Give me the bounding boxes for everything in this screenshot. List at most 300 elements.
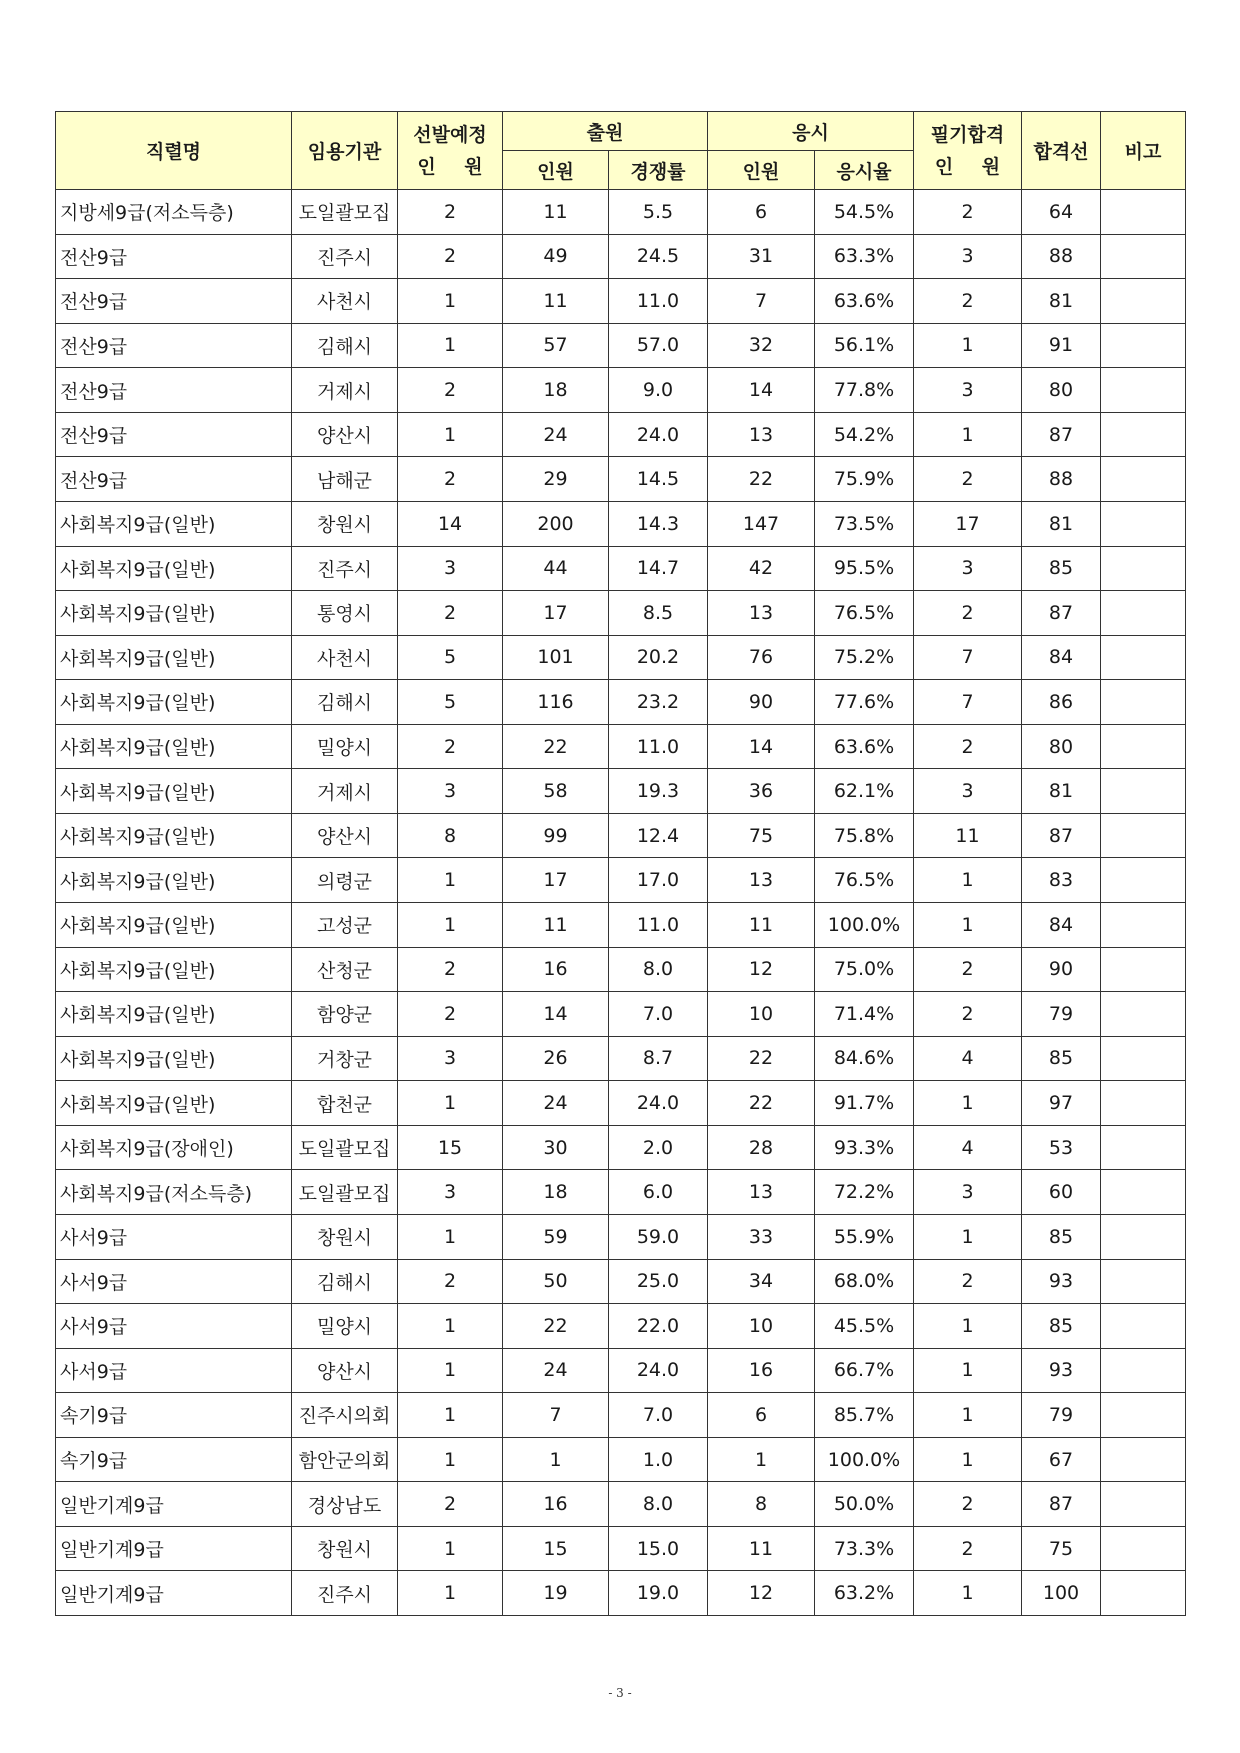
cell-note [1101,947,1186,992]
cell-competition-rate: 12.4 [609,813,708,858]
cell-competition-rate: 11.0 [609,279,708,324]
header-taken-count: 인원 [708,151,815,190]
cell-planned: 5 [398,635,503,680]
cell-agency: 의령군 [292,858,398,903]
cell-agency: 창원시 [292,1526,398,1571]
cell-planned: 1 [398,1348,503,1393]
header-agency: 임용기관 [292,112,398,190]
cell-taken-rate: 63.3% [815,234,914,279]
cell-note [1101,1348,1186,1393]
cell-taken-count: 90 [708,680,815,725]
table-row [56,813,1186,858]
table-row [56,1304,1186,1349]
cell-position: 사회복지9급(일반) [56,501,292,546]
cell-competition-rate: 7.0 [609,1393,708,1438]
cell-cutoff: 60 [1022,1170,1101,1215]
cell-agency: 산청군 [292,947,398,992]
cell-agency: 밀양시 [292,724,398,769]
table-row [56,724,1186,769]
cell-planned: 1 [398,1437,503,1482]
table-row [56,1393,1186,1438]
cell-taken-rate: 63.6% [815,724,914,769]
cell-agency: 도일괄모집 [292,1125,398,1170]
cell-planned: 3 [398,769,503,814]
cell-agency: 진주시 [292,546,398,591]
cell-agency: 김해시 [292,680,398,725]
cell-taken-count: 42 [708,546,815,591]
cell-taken-rate: 95.5% [815,546,914,591]
cell-taken-count: 22 [708,1036,815,1081]
cell-applied-count: 24 [503,1081,609,1126]
cell-passed: 17 [914,501,1022,546]
cell-planned: 2 [398,1482,503,1527]
cell-taken-count: 33 [708,1214,815,1259]
cell-agency: 거제시 [292,368,398,413]
cell-applied-count: 200 [503,501,609,546]
cell-competition-rate: 14.5 [609,457,708,502]
cell-planned: 15 [398,1125,503,1170]
cell-applied-count: 22 [503,724,609,769]
cell-taken-rate: 55.9% [815,1214,914,1259]
cell-position: 사서9급 [56,1304,292,1349]
cell-agency: 함안군의회 [292,1437,398,1482]
cell-passed: 1 [914,1214,1022,1259]
cell-cutoff: 100 [1022,1571,1101,1616]
cell-note [1101,412,1186,457]
cell-agency: 사천시 [292,635,398,680]
cell-position: 사회복지9급(저소득층) [56,1170,292,1215]
cell-note [1101,1214,1186,1259]
header-position: 직렬명 [56,112,292,190]
cell-competition-rate: 11.0 [609,724,708,769]
cell-note [1101,1526,1186,1571]
cell-taken-rate: 77.6% [815,680,914,725]
header-passed [914,112,1022,190]
cell-position: 사회복지9급(일반) [56,813,292,858]
cell-cutoff: 85 [1022,546,1101,591]
cell-taken-rate: 66.7% [815,1348,914,1393]
cell-note [1101,903,1186,948]
cell-passed: 11 [914,813,1022,858]
cell-cutoff: 79 [1022,1393,1101,1438]
cell-taken-count: 14 [708,724,815,769]
cell-applied-count: 59 [503,1214,609,1259]
cell-agency: 양산시 [292,813,398,858]
cell-applied-count: 57 [503,323,609,368]
cell-passed: 3 [914,234,1022,279]
cell-taken-count: 6 [708,190,815,235]
header-group-taken: 응시 [708,112,914,151]
header-planned [398,112,503,190]
cell-cutoff: 81 [1022,501,1101,546]
cell-passed: 1 [914,412,1022,457]
cell-cutoff: 64 [1022,190,1101,235]
cell-agency: 김해시 [292,1259,398,1304]
cell-planned: 2 [398,992,503,1037]
cell-competition-rate: 19.3 [609,769,708,814]
cell-taken-count: 12 [708,1571,815,1616]
cell-competition-rate: 11.0 [609,903,708,948]
cell-competition-rate: 20.2 [609,635,708,680]
cell-position: 사회복지9급(일반) [56,947,292,992]
cell-position: 사회복지9급(일반) [56,1081,292,1126]
header-applied-count: 인원 [503,151,609,190]
cell-passed: 1 [914,1348,1022,1393]
cell-note [1101,858,1186,903]
cell-position: 사회복지9급(일반) [56,992,292,1037]
cell-passed: 2 [914,724,1022,769]
cell-position: 사회복지9급(일반) [56,858,292,903]
cell-taken-count: 13 [708,412,815,457]
header-planned-bottom: 인 원 [417,155,483,178]
cell-taken-count: 12 [708,947,815,992]
cell-note [1101,190,1186,235]
header-passed-bottom: 인 원 [934,155,1001,178]
cell-planned: 1 [398,1081,503,1126]
header-competition-rate: 경쟁률 [609,151,708,190]
cell-planned: 2 [398,190,503,235]
cell-cutoff: 81 [1022,279,1101,324]
cell-competition-rate: 57.0 [609,323,708,368]
cell-competition-rate: 2.0 [609,1125,708,1170]
cell-passed: 2 [914,190,1022,235]
cell-passed: 2 [914,279,1022,324]
cell-cutoff: 87 [1022,591,1101,636]
cell-cutoff: 67 [1022,1437,1101,1482]
cell-taken-rate: 85.7% [815,1393,914,1438]
cell-note [1101,1081,1186,1126]
cell-applied-count: 24 [503,1348,609,1393]
cell-position: 사서9급 [56,1348,292,1393]
cell-agency: 경상남도 [292,1482,398,1527]
cell-note [1101,368,1186,413]
cell-applied-count: 26 [503,1036,609,1081]
cell-planned: 1 [398,1304,503,1349]
cell-competition-rate: 24.0 [609,412,708,457]
cell-cutoff: 83 [1022,858,1101,903]
cell-planned: 2 [398,1259,503,1304]
table-row [56,1081,1186,1126]
cell-taken-rate: 100.0% [815,903,914,948]
table-row [56,591,1186,636]
cell-position: 일반기계9급 [56,1482,292,1527]
cell-note [1101,591,1186,636]
cell-passed: 3 [914,546,1022,591]
cell-applied-count: 11 [503,190,609,235]
cell-taken-count: 1 [708,1437,815,1482]
table-row [56,501,1186,546]
cell-taken-rate: 77.8% [815,368,914,413]
cell-passed: 4 [914,1036,1022,1081]
cell-planned: 1 [398,858,503,903]
table-row [56,858,1186,903]
cell-passed: 2 [914,992,1022,1037]
cell-cutoff: 75 [1022,1526,1101,1571]
cell-agency: 통영시 [292,591,398,636]
cell-agency: 거창군 [292,1036,398,1081]
cell-note [1101,1125,1186,1170]
cell-planned: 3 [398,1036,503,1081]
cell-cutoff: 91 [1022,323,1101,368]
cell-taken-count: 36 [708,769,815,814]
cell-position: 사회복지9급(일반) [56,724,292,769]
cell-agency: 김해시 [292,323,398,368]
cell-taken-rate: 76.5% [815,591,914,636]
cell-planned: 3 [398,546,503,591]
cell-planned: 2 [398,591,503,636]
table-row [56,323,1186,368]
table-row [56,769,1186,814]
table-row [56,234,1186,279]
table-row [56,1214,1186,1259]
cell-applied-count: 58 [503,769,609,814]
cell-passed: 3 [914,1170,1022,1215]
cell-competition-rate: 24.0 [609,1348,708,1393]
cell-passed: 1 [914,903,1022,948]
cell-applied-count: 16 [503,947,609,992]
cell-passed: 2 [914,1482,1022,1527]
cell-applied-count: 49 [503,234,609,279]
cell-agency: 도일괄모집 [292,190,398,235]
cell-taken-rate: 100.0% [815,1437,914,1482]
cell-planned: 1 [398,279,503,324]
cell-position: 사회복지9급(일반) [56,903,292,948]
cell-taken-count: 22 [708,457,815,502]
cell-cutoff: 93 [1022,1259,1101,1304]
cell-competition-rate: 25.0 [609,1259,708,1304]
cell-competition-rate: 22.0 [609,1304,708,1349]
cell-cutoff: 97 [1022,1081,1101,1126]
cell-taken-rate: 54.5% [815,190,914,235]
cell-cutoff: 84 [1022,635,1101,680]
cell-applied-count: 16 [503,1482,609,1527]
cell-planned: 1 [398,1393,503,1438]
cell-taken-count: 28 [708,1125,815,1170]
cell-competition-rate: 14.7 [609,546,708,591]
cell-position: 속기9급 [56,1393,292,1438]
cell-competition-rate: 17.0 [609,858,708,903]
cell-taken-count: 6 [708,1393,815,1438]
cell-taken-count: 75 [708,813,815,858]
cell-competition-rate: 24.5 [609,234,708,279]
cell-agency: 양산시 [292,1348,398,1393]
table-row [56,947,1186,992]
cell-agency: 남해군 [292,457,398,502]
cell-taken-count: 11 [708,1526,815,1571]
table-row [56,1125,1186,1170]
cell-applied-count: 18 [503,1170,609,1215]
cell-note [1101,1482,1186,1527]
cell-passed: 1 [914,1081,1022,1126]
cell-cutoff: 53 [1022,1125,1101,1170]
cell-applied-count: 18 [503,368,609,413]
cell-taken-count: 11 [708,903,815,948]
cell-note [1101,234,1186,279]
cell-passed: 1 [914,1304,1022,1349]
cell-planned: 1 [398,1214,503,1259]
cell-planned: 2 [398,947,503,992]
cell-passed: 2 [914,947,1022,992]
cell-note [1101,1259,1186,1304]
cell-taken-count: 34 [708,1259,815,1304]
cell-taken-rate: 75.0% [815,947,914,992]
table-row [56,190,1186,235]
cell-cutoff: 80 [1022,724,1101,769]
cell-applied-count: 7 [503,1393,609,1438]
cell-passed: 7 [914,635,1022,680]
cell-planned: 8 [398,813,503,858]
cell-planned: 14 [398,501,503,546]
cell-cutoff: 81 [1022,769,1101,814]
cell-planned: 1 [398,1526,503,1571]
cell-taken-count: 7 [708,279,815,324]
cell-passed: 1 [914,858,1022,903]
cell-taken-rate: 62.1% [815,769,914,814]
cell-applied-count: 11 [503,903,609,948]
cell-planned: 1 [398,903,503,948]
cell-applied-count: 29 [503,457,609,502]
table-row [56,903,1186,948]
table-row [56,1259,1186,1304]
cell-planned: 1 [398,323,503,368]
cell-applied-count: 24 [503,412,609,457]
cell-note [1101,769,1186,814]
cell-agency: 함양군 [292,992,398,1037]
cell-applied-count: 22 [503,1304,609,1349]
cell-planned: 2 [398,724,503,769]
cell-taken-rate: 50.0% [815,1482,914,1527]
cell-taken-rate: 91.7% [815,1081,914,1126]
cell-taken-count: 76 [708,635,815,680]
cell-note [1101,635,1186,680]
cell-taken-rate: 75.8% [815,813,914,858]
cell-competition-rate: 59.0 [609,1214,708,1259]
cell-note [1101,724,1186,769]
cell-taken-rate: 45.5% [815,1304,914,1349]
recruitment-results-table [55,111,1186,1616]
table-row [56,1526,1186,1571]
cell-agency: 진주시의회 [292,1393,398,1438]
cell-position: 사회복지9급(일반) [56,591,292,636]
cell-position: 속기9급 [56,1437,292,1482]
cell-agency: 진주시 [292,234,398,279]
cell-applied-count: 50 [503,1259,609,1304]
cell-applied-count: 116 [503,680,609,725]
cell-taken-count: 13 [708,858,815,903]
cell-competition-rate: 6.0 [609,1170,708,1215]
header-taken-rate: 응시율 [815,151,914,190]
cell-position: 사회복지9급(일반) [56,680,292,725]
cell-passed: 2 [914,1526,1022,1571]
cell-note [1101,546,1186,591]
cell-competition-rate: 24.0 [609,1081,708,1126]
table-row [56,992,1186,1037]
cell-taken-rate: 63.2% [815,1571,914,1616]
cell-position: 일반기계9급 [56,1526,292,1571]
cell-competition-rate: 23.2 [609,680,708,725]
cell-position: 사회복지9급(일반) [56,1036,292,1081]
cell-agency: 밀양시 [292,1304,398,1349]
cell-taken-count: 16 [708,1348,815,1393]
cell-competition-rate: 9.0 [609,368,708,413]
cell-competition-rate: 5.5 [609,190,708,235]
cell-passed: 7 [914,680,1022,725]
cell-applied-count: 44 [503,546,609,591]
cell-position: 전산9급 [56,279,292,324]
cell-taken-count: 13 [708,591,815,636]
cell-position: 전산9급 [56,368,292,413]
cell-cutoff: 80 [1022,368,1101,413]
cell-position: 전산9급 [56,412,292,457]
cell-agency: 도일괄모집 [292,1170,398,1215]
cell-note [1101,1170,1186,1215]
cell-note [1101,1036,1186,1081]
table-row [56,1170,1186,1215]
header-group-applied: 출원 [503,112,708,151]
cell-note [1101,279,1186,324]
table-row [56,1571,1186,1616]
cell-note [1101,457,1186,502]
cell-position: 전산9급 [56,457,292,502]
cell-note [1101,1437,1186,1482]
cell-taken-count: 10 [708,992,815,1037]
cell-taken-count: 8 [708,1482,815,1527]
cell-position: 전산9급 [56,234,292,279]
table-row [56,279,1186,324]
cell-passed: 2 [914,1259,1022,1304]
cell-taken-count: 13 [708,1170,815,1215]
cell-passed: 1 [914,1571,1022,1616]
cell-note [1101,323,1186,368]
cell-taken-rate: 68.0% [815,1259,914,1304]
cell-competition-rate: 7.0 [609,992,708,1037]
cell-competition-rate: 14.3 [609,501,708,546]
cell-passed: 1 [914,323,1022,368]
table-row [56,1036,1186,1081]
cell-applied-count: 30 [503,1125,609,1170]
cell-taken-rate: 73.5% [815,501,914,546]
cell-taken-rate: 63.6% [815,279,914,324]
cell-position: 사회복지9급(일반) [56,635,292,680]
cell-cutoff: 85 [1022,1214,1101,1259]
cell-applied-count: 17 [503,591,609,636]
cell-taken-rate: 72.2% [815,1170,914,1215]
cell-agency: 양산시 [292,412,398,457]
cell-position: 지방세9급(저소득층) [56,190,292,235]
cell-note [1101,813,1186,858]
table-body [56,190,1186,1616]
cell-taken-count: 10 [708,1304,815,1349]
cell-taken-rate: 76.5% [815,858,914,903]
cell-planned: 5 [398,680,503,725]
table-row [56,546,1186,591]
cell-applied-count: 1 [503,1437,609,1482]
cell-position: 사서9급 [56,1214,292,1259]
cell-cutoff: 79 [1022,992,1101,1037]
cell-applied-count: 14 [503,992,609,1037]
cell-planned: 2 [398,368,503,413]
cell-position: 사회복지9급(장애인) [56,1125,292,1170]
cell-passed: 4 [914,1125,1022,1170]
cell-agency: 창원시 [292,501,398,546]
table-row [56,1482,1186,1527]
cell-taken-rate: 93.3% [815,1125,914,1170]
cell-note [1101,1571,1186,1616]
header-planned-top: 선발예정 [413,123,487,146]
cell-cutoff: 90 [1022,947,1101,992]
table-row [56,1437,1186,1482]
cell-taken-rate: 75.2% [815,635,914,680]
